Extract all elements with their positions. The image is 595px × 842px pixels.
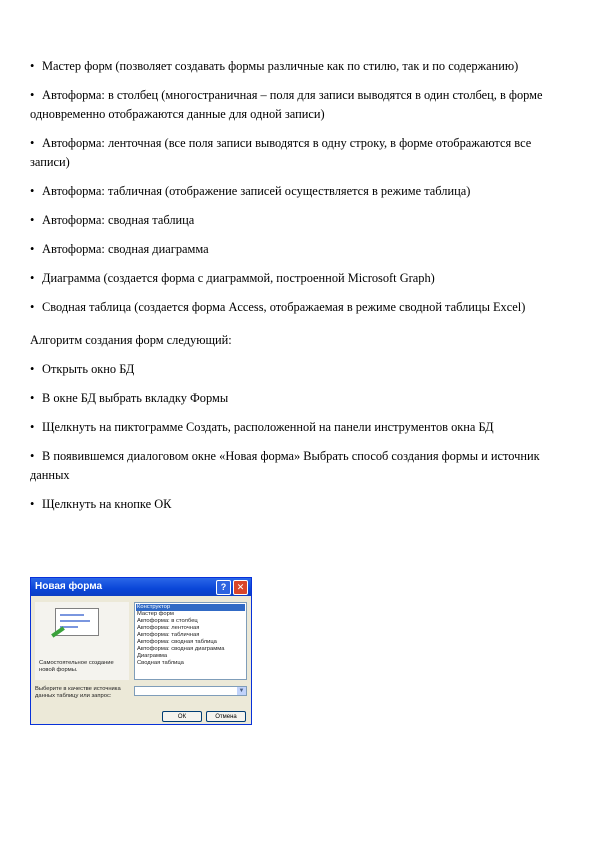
- form-types-list: [30, 57, 570, 317]
- bullet-icon: •: [30, 391, 35, 405]
- bullet-icon: •: [30, 213, 35, 227]
- bullet-icon: •: [30, 362, 35, 376]
- bullet-icon: •: [30, 420, 35, 434]
- listbox-option[interactable]: Автоформа: ленточная: [137, 625, 200, 631]
- listbox-option[interactable]: Мастер форм: [137, 611, 174, 617]
- close-button[interactable]: ✕: [233, 580, 248, 595]
- list-item: [30, 86, 570, 124]
- source-label: Выберите в качестве источника данных таблицу или запрос:: [35, 686, 121, 699]
- list-item-text: Автоформа: ленточная (все поля записи выводятся в одну строку, в форме отображаются все записи): [30, 136, 532, 169]
- list-item: [30, 211, 570, 230]
- creation-method-listbox[interactable]: [134, 602, 247, 680]
- bullet-icon: •: [30, 88, 35, 102]
- step-item: [30, 447, 570, 485]
- bullet-icon: •: [30, 136, 35, 150]
- listbox-option[interactable]: Автоформа: сводная таблица: [137, 639, 217, 645]
- algorithm-steps-list: [30, 360, 570, 514]
- list-item: [30, 298, 570, 317]
- list-item: [30, 240, 570, 259]
- list-item-text: Автоформа: в столбец (многостраничная – поля для записи выводятся в один столбец, в форме одновременно отображаются данные для одной записи): [30, 88, 543, 121]
- algorithm-intro: Алгоритм создания форм следующий:: [30, 333, 232, 347]
- step-item: [30, 389, 570, 408]
- list-item: [30, 57, 570, 76]
- preview-pane: [35, 602, 129, 680]
- list-item-text: Сводная таблица (создается форма Access, отображаемая в режиме сводной таблицы Excel): [42, 300, 526, 314]
- preview-description: Самостоятельное создание новой формы.: [39, 660, 114, 673]
- list-item: [30, 269, 570, 288]
- list-item-text: Автоформа: табличная (отображение записей осуществляется в режиме таблица): [42, 184, 471, 198]
- step-item: [30, 418, 570, 437]
- bullet-icon: •: [30, 242, 35, 256]
- step-item-text: Щелкнуть на пиктограмме Создать, расположенной на панели инструментов окна БД: [42, 420, 494, 434]
- ok-button[interactable]: ОК: [162, 711, 202, 722]
- listbox-option[interactable]: Сводная таблица: [137, 660, 184, 666]
- step-item-text: В окне БД выбрать вкладку Формы: [42, 391, 229, 405]
- step-item-text: Открыть окно БД: [42, 362, 135, 376]
- chevron-down-icon[interactable]: ▼: [238, 688, 245, 694]
- bullet-icon: •: [30, 300, 35, 314]
- step-item: [30, 360, 570, 379]
- bullet-icon: •: [30, 497, 35, 511]
- list-item: [30, 182, 570, 201]
- listbox-option[interactable]: Автоформа: сводная диаграмма: [137, 646, 225, 652]
- data-source-combobox[interactable]: [134, 686, 247, 696]
- bullet-icon: •: [30, 271, 35, 285]
- step-item: [30, 495, 570, 514]
- document-body: [30, 57, 570, 524]
- list-item-text: Автоформа: сводная таблица: [42, 213, 195, 227]
- list-item-text: Мастер форм (позволяет создавать формы различные как по стилю, так и по содержанию): [42, 59, 519, 73]
- dialog-titlebar: [31, 578, 251, 596]
- bullet-icon: •: [30, 449, 35, 463]
- new-form-dialog: [30, 577, 252, 725]
- listbox-option[interactable]: Диаграмма: [137, 653, 168, 659]
- dialog-title: Новая форма: [35, 581, 103, 592]
- listbox-option[interactable]: Автоформа: в столбец: [137, 618, 198, 624]
- step-item-text: В появившемся диалоговом окне «Новая форма» Выбрать способ создания формы и источник данных: [30, 449, 540, 482]
- list-item: [30, 134, 570, 172]
- list-item-text: Диаграмма (создается форма с диаграммой, построенной Microsoft Graph): [42, 271, 435, 285]
- listbox-option[interactable]: Автоформа: табличная: [137, 632, 200, 638]
- cancel-button[interactable]: Отмена: [206, 711, 246, 722]
- list-item-text: Автоформа: сводная диаграмма: [42, 242, 209, 256]
- bullet-icon: •: [30, 59, 35, 73]
- step-item-text: Щелкнуть на кнопке ОК: [42, 497, 172, 511]
- bullet-icon: •: [30, 184, 35, 198]
- listbox-option[interactable]: Конструктор: [136, 604, 245, 611]
- help-button[interactable]: ?: [216, 580, 231, 595]
